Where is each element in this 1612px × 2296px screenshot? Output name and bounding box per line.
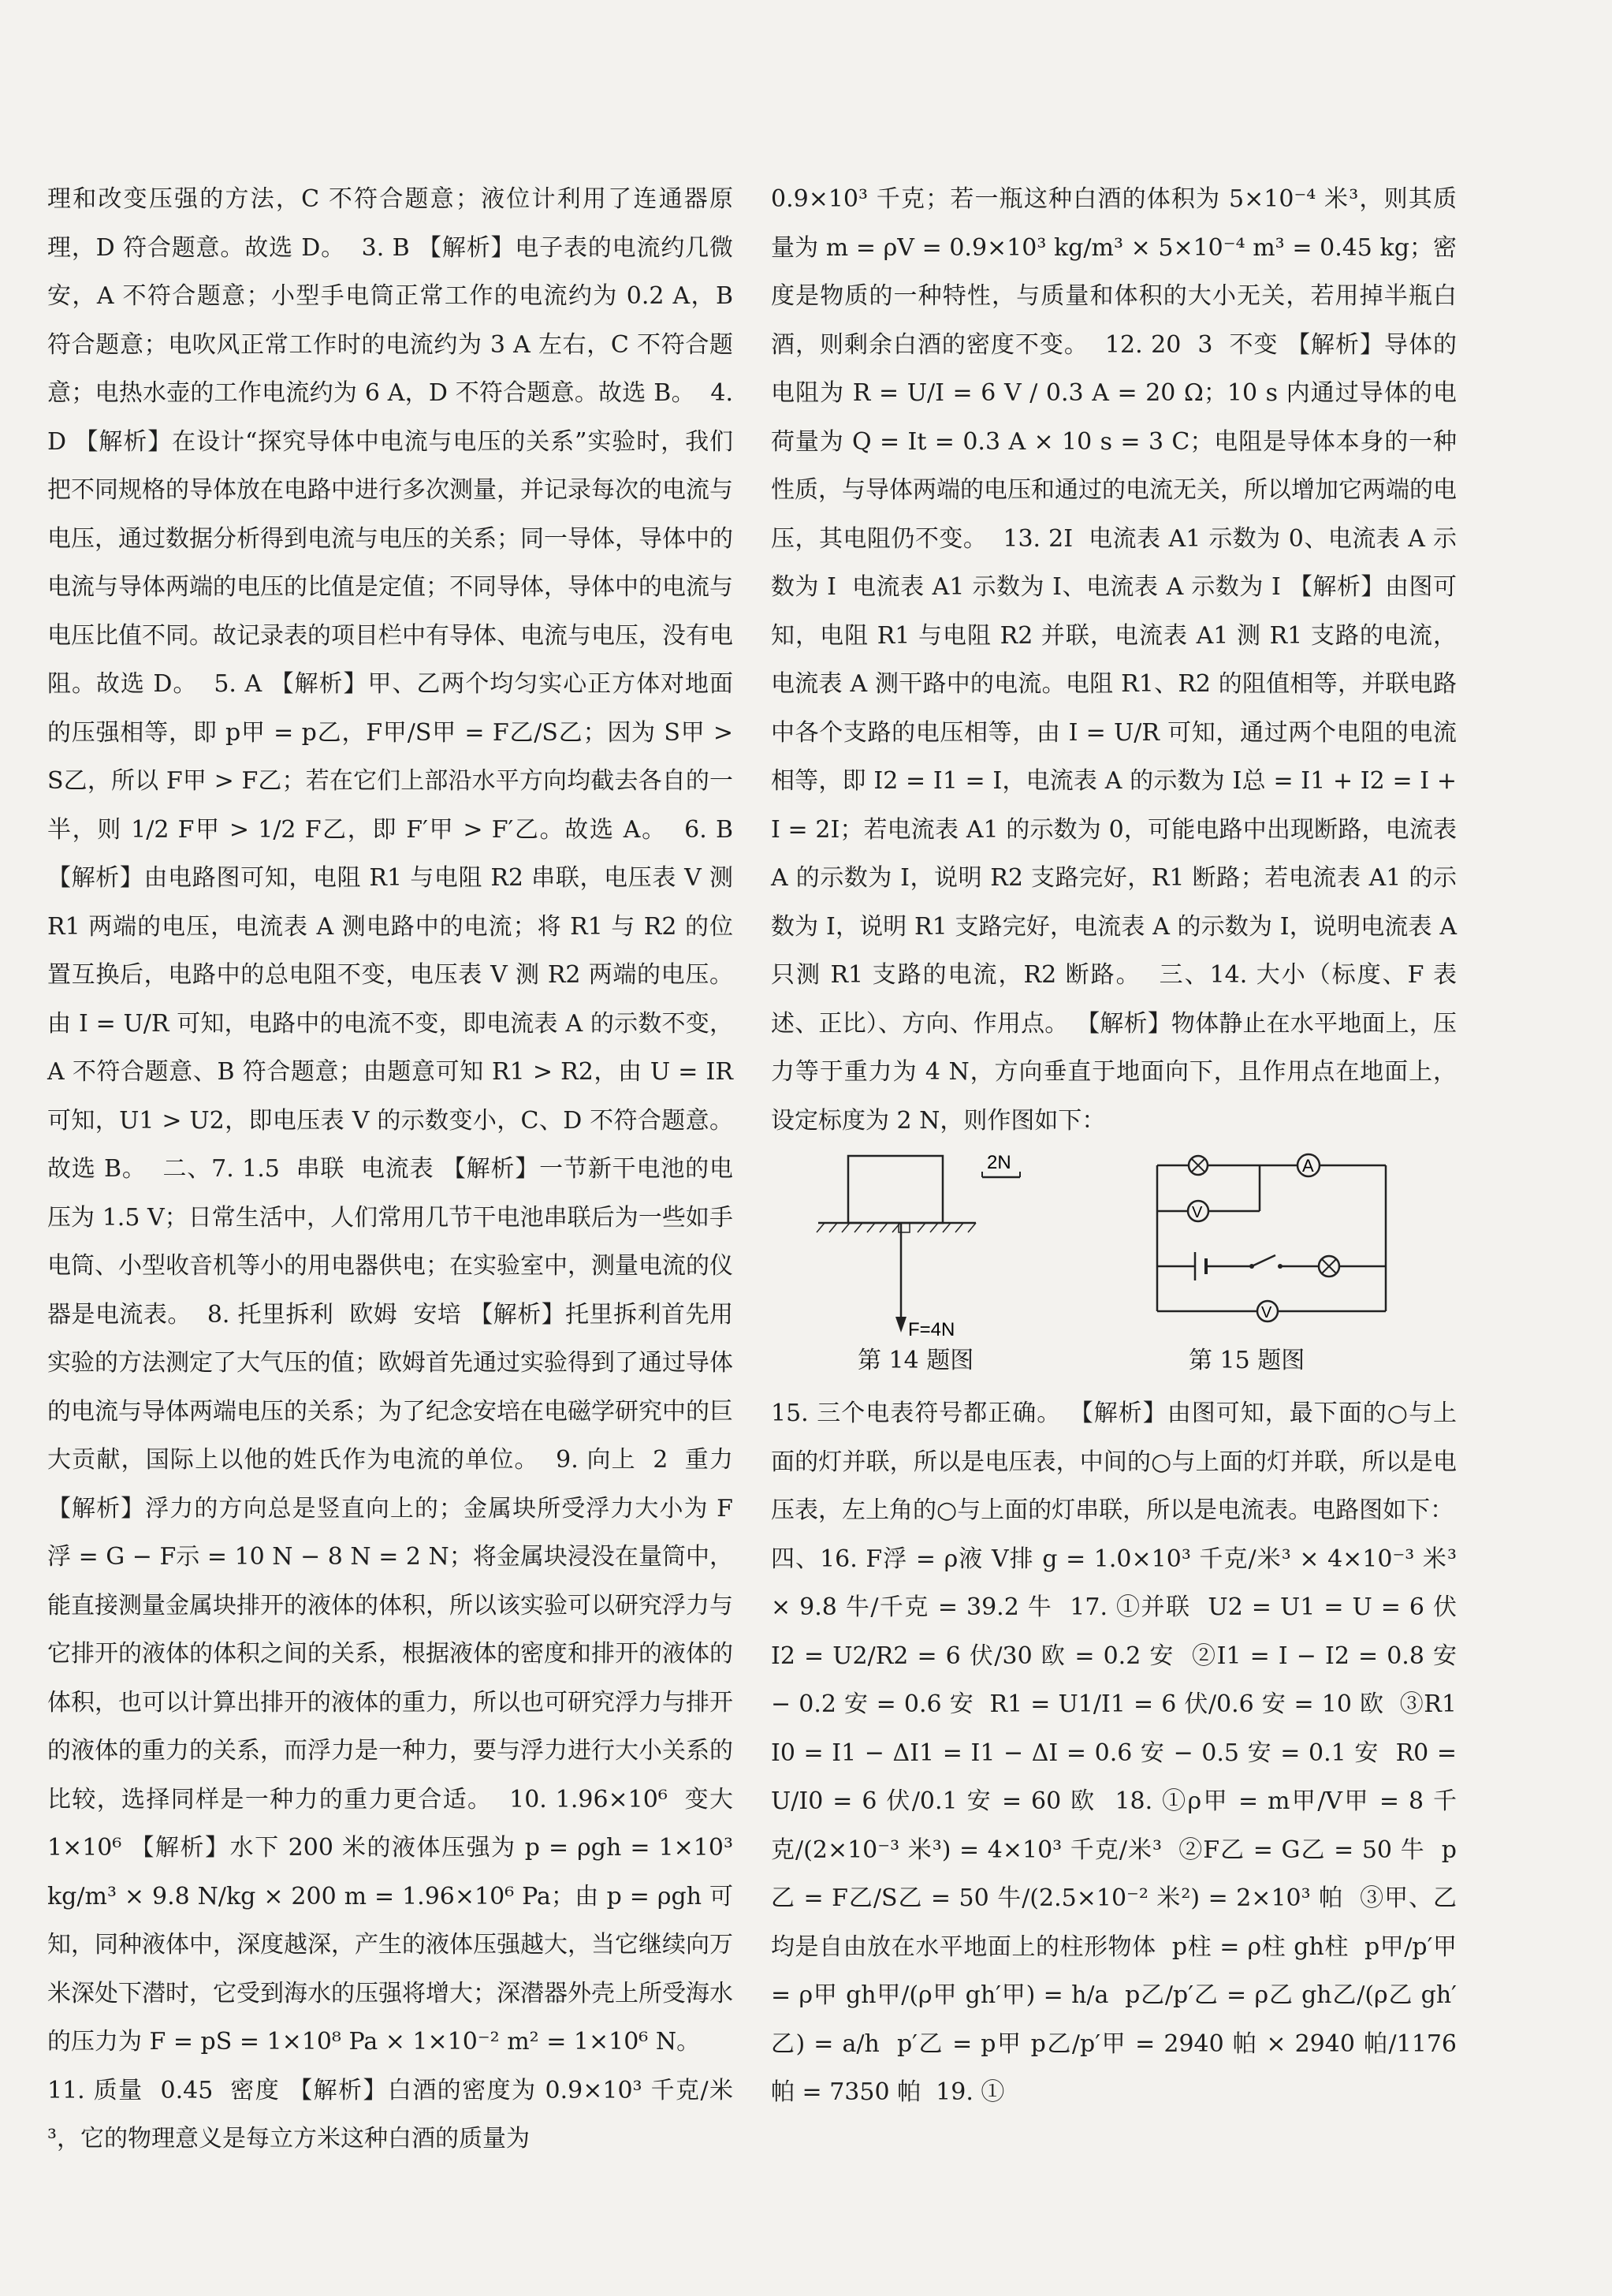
right-paragraph-2: 15. 三个电表符号都正确。 【解析】由图可知，最下面的○与上面的灯并联，所以是电压表，中间的○与上面的灯并联，所以是电压表，左上角的○与上面的灯串联，所以是电流表。电路图如下：: [771, 1400, 1457, 1524]
figures-row: [771, 1150, 1457, 1386]
figure-14-drawing: [810, 1150, 1047, 1343]
right-column: [771, 175, 1472, 2117]
left-paragraph-2: 11. 质量 0.45 密度 【解析】白酒的密度为 0.9×10³ 千克/米³，它的物理意义是每立方米这种白酒的质量为: [47, 2076, 733, 2152]
figure-14-caption: 第 14 题图: [858, 1347, 974, 1374]
force-label: F=4N: [908, 1319, 955, 1340]
figure-15: [1141, 1150, 1402, 1343]
right-paragraph-1: 0.9×10³ 千克；若一瓶这种白酒的体积为 5×10⁻⁴ 米³，则其质量为 m = ρV = 0.9×10³ kg/m³ × 5×10⁻⁴ m³ = 0.45 kg；密度是物质的一种特性，与质量和体积的大小无关，若用掉半瓶白酒，则剩余白酒的密度不变。 12. 20 3 不变 【解析】导体的电阻为 R = U/I = 6 V / 0.3 A = 20 Ω；10 s 内通过导体的电荷量为 Q = It = 0.3 A × 10 s = 3 C；电阻是导体本身的一种性质，与导体两端的电压和通过的电流无关，所以增加它两端的电压，其电阻仍不变。 13. 2I 电流表 A1 示数为 0、电流表 A 示数为 I 电流表 A1 示数为 I、电流表 A 示数为 I 【解析】由图可知，电阻 R1 与电阻 R2 并联，电流表 A1 测 R1 支路的电流，电流表 A 测干路中的电流。电阻 R1、R2 的阻值相等，并联电路中各个支路的电压相等，由 I = U/R 可知，通过两个电阻的电流相等，即 I2 = I1 = I，电流表 A 的示数为 I总 = I1 + I2 = I + I = 2I；若电流表 A1 的示数为 0，可能电路中出现断路，电流表 A 的示数为 I，说明 R2 支路完好，R1 断路；若电流表 A1 的示数为 I，说明 R1 支路完好，电流表 A 的示数为 I，说明电流表 A 只测 R1 支路的电流，R2 断路。 三、14. 大小（标度、F 表述、正比）、方向、作用点。 【解析】物体静止在水平地面上，压力等于重力为 4 N，方向垂直于地面向下，且作用点在地面上，设定标度为 2 N，则作图如下：: [771, 185, 1465, 1135]
ground-hatch: [817, 1223, 976, 1232]
force-arrow-head: [895, 1317, 907, 1332]
ammeter-label: A: [1302, 1156, 1314, 1176]
scale-label: 2N: [987, 1152, 1011, 1173]
lamp-top: [1189, 1156, 1208, 1175]
left-column: [47, 175, 749, 2164]
voltmeter-upper-label: V: [1192, 1204, 1203, 1221]
lamp-right: [1319, 1256, 1339, 1277]
switch-blade: [1252, 1255, 1275, 1266]
block-object: [848, 1156, 943, 1223]
voltmeter-bottom-label: V: [1261, 1304, 1272, 1321]
figure-14: [810, 1150, 1047, 1343]
page-top-margin: [0, 0, 1612, 158]
left-paragraph-1: 理和改变压强的方法，C 不符合题意；液位计利用了连通器原理，D 符合题意。故选 D。 3. B 【解析】电子表的电流约几微安，A 不符合题意；小型手电筒正常工作的电流约为 0.2 A，B 符合题意；电吹风正常工作时的电流约为 3 A 左右，C 不符合题意；电热水壶的工作电流约为 6 A，D 不符合题意。故选 B。 4. D 【解析】在设计“探究导体中电流与电压的关系”实验时，我们把不同规格的导体放在电路中进行多次测量，并记录每次的电流与电压，通过数据分析得到电流与电压的关系；同一导体，导体中的电流与导体两端的电压的比值是定值；不同导体，导体中的电流与电压比值不同。故记录表的项目栏中有导体、电流与电压，没有电阻。故选 D。 5. A 【解析】甲、乙两个均匀实心正方体对地面的压强相等，即 p甲 = p乙，F甲/S甲 = F乙/S乙；因为 S甲 > S乙，所以 F甲 > F乙；若在它们上部沿水平方向均截去各自的一半，则 1/2 F甲 > 1/2 F乙，即 F′甲 > F′乙。故选 A。 6. B 【解析】由电路图可知，电阻 R1 与电阻 R2 串联，电压表 V 测 R1 两端的电压，电流表 A 测电路中的电流；将 R1 与 R2 的位置互换后，电路中的总电阻不变，电压表 V 测 R2 两端的电压。由 I = U/R 可知，电路中的电流不变，即电流表 A 的示数不变，A 不符合题意、B 符合题意；由题意可知 R1 > R2，由 U = IR 可知，U1 > U2，即电压表 V 的示数变小，C、D 不符合题意。故选 B。 二、7. 1.5 串联 电流表 【解析】一节新干电池的电压为 1.5 V；日常生活中，人们常用几节干电池串联后为一些如手电筒、小型收音机等小的用电器供电；在实验室中，测量电流的仪器是电流表。 8. 托里拆利 欧姆 安培 【解析】托里拆利首先用实验的方法测定了大气压的值；欧姆首先通过实验得到了通过导体的电流与导体两端电压的关系；为了纪念安培在电磁学研究中的巨大贡献，国际上以他的姓氏作为电流的单位。 9. 向上 2 重力 【解析】浮力的方向总是竖直向上的；金属块所受浮力大小为 F浮 = G − F示 = 10 N − 8 N = 2 N；将金属块浸没在量筒中，能直接测量金属块排开的液体的体积，所以该实验可以研究浮力与它排开的液体的体积之间的关系，根据液体的密度和排开的液体的体积，也可以计算出排开的液体的重力，所以也可研究浮力与排开的液体的重力的关系，而浮力是一种力，要与浮力进行大小关系的比较，选择同样是一种力的重力更合适。 10. 1.96×10⁶ 变大 1×10⁶ 【解析】水下 200 米的液体压强为 p = ρgh = 1×10³ kg/m³ × 9.8 N/kg × 200 m = 1.96×10⁶ Pa；由 p = ρgh 可知，同种液体中，深度越深，产生的液体压强越大，当它继续向万米深处下潜时，它受到海水的压强将增大；深潜器外壳上所受海水的压力为 F = pS = 1×10⁸ Pa × 1×10⁻² m² = 1×10⁶ N。: [47, 185, 749, 2056]
figure-15-circuit: [1141, 1150, 1402, 1343]
right-paragraph-3: 四、16. F浮 = ρ液 V排 g = 1.0×10³ 千克/米³ × 4×10⁻³ 米³ × 9.8 牛/千克 = 39.2 牛 17. ①并联 U2 = U1 = U = 6 伏 I2 = U2/R2 = 6 伏/30 欧 = 0.2 安 ②I1 = I − I2 = 0.8 安 − 0.2 安 = 0.6 安 R1 = U1/I1 = 6 伏/0.6 安 = 10 欧 ③R1 I0 = I1 − ΔI1 = I1 − ΔI = 0.6 安 − 0.5 安 = 0.1 安 R0 = U/I0 = 6 伏/0.1 安 = 60 欧 18. ①ρ甲 = m甲/V甲 = 8 千克/(2×10⁻³ 米³) = 4×10³ 千克/米³ ②F乙 = G乙 = 50 牛 p乙 = F乙/S乙 = 50 牛/(2.5×10⁻² 米²) = 2×10³ 帕 ③甲、乙均是自由放在水平地面上的柱形物体 p柱 = ρ柱 gh柱 p甲/p′甲 = ρ甲 gh甲/(ρ甲 gh′甲) = h/a p乙/p′乙 = ρ乙 gh乙/(ρ乙 gh′乙) = a/h p′乙 = p甲 p乙/p′甲 = 2940 帕 × 2940 帕/1176 帕 = 7350 帕 19. ①: [771, 1545, 1472, 2106]
figure-15-caption: 第 15 题图: [1189, 1347, 1305, 1374]
